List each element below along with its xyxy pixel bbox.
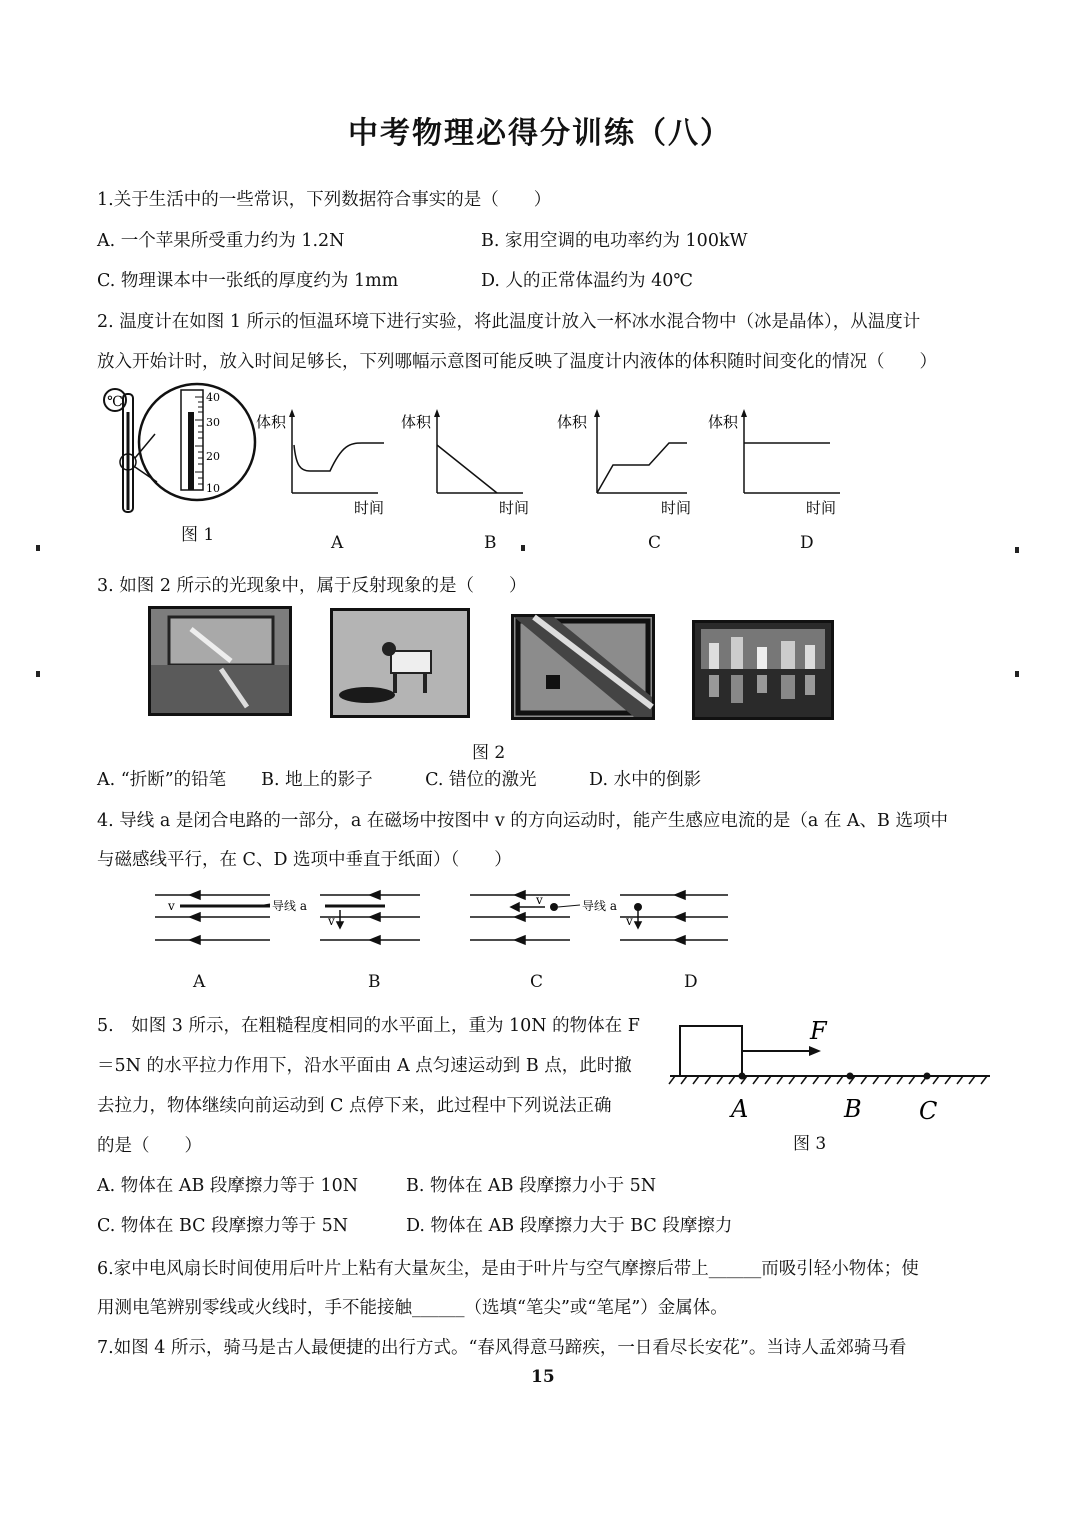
scan-dot: [1015, 671, 1019, 677]
graph-a-xlabel: 时间: [354, 499, 385, 517]
q4-stem-line1: 4. 导线 a 是闭合电路的一部分，a 在磁场中按图中 v 的方向运动时，能产生感应电流的是（a 在 A、B 选项中: [97, 811, 948, 831]
q5-stem-line3: 去拉力，物体继续向前运动到 C 点停下来，此过程中下列说法正确: [97, 1096, 612, 1116]
q3-options: A. “折断”的铅笔 B. 地上的影子 C. 错位的激光 D. 水中的倒影: [97, 770, 702, 790]
q1-option-d: D. 人的正常体温约为 40℃: [481, 271, 693, 291]
q6-line1: 6.家中电风扇长时间使用后叶片上粘有大量灰尘，是由于叶片与空气摩擦后带上______而吸引轻小物体；使: [97, 1259, 919, 1279]
q5-option-b: B. 物体在 AB 段摩擦力小于 5N: [406, 1176, 657, 1196]
point-b-label: B: [844, 1095, 862, 1123]
photo-laser: [511, 614, 655, 720]
scale-30: 30: [206, 416, 220, 429]
q5-option-a: A. 物体在 AB 段摩擦力等于 10N: [97, 1176, 359, 1196]
field-a-v: v: [168, 899, 175, 913]
photo-reflection: [692, 620, 834, 720]
scale-40: 40: [206, 391, 220, 404]
field-a-label: A: [193, 972, 206, 992]
wire-label-ab: 导线 a: [272, 899, 307, 913]
field-b-v: v: [328, 914, 335, 928]
thermometer-unit: ℃: [107, 394, 123, 410]
scale-10: 10: [206, 482, 220, 495]
field-b-label: B: [368, 972, 381, 992]
figure-3-caption: 图 3: [793, 1134, 827, 1154]
page-number: 15: [531, 1367, 555, 1387]
point-c-label: C: [919, 1097, 938, 1125]
wire-label-cd: 导线 a: [582, 899, 617, 913]
field-d-v: v: [626, 914, 633, 928]
graph-d-label: D: [800, 533, 814, 553]
scan-dot: [36, 671, 40, 677]
photo-bent-pencil: [148, 606, 292, 716]
field-d-label: D: [684, 972, 698, 992]
graph-c-ylabel: 体积: [557, 413, 588, 431]
graph-a: [250, 405, 385, 520]
q1-option-a: A. 一个苹果所受重力约为 1.2N: [97, 231, 345, 251]
q7-line1: 7.如图 4 所示，骑马是古人最便捷的出行方式。“春风得意马蹄疾，一日看尽长安花”。当诗人孟郊骑马看: [97, 1338, 907, 1358]
q5-option-c: C. 物体在 BC 段摩擦力等于 5N: [97, 1216, 349, 1236]
q5-stem-line4: 的是（ ）: [97, 1136, 202, 1156]
graph-a-ylabel: 体积: [256, 413, 287, 431]
scan-dot: [1015, 547, 1019, 553]
q3-stem: 3. 如图 2 所示的光现象中，属于反射现象的是（ ）: [97, 576, 527, 596]
graph-b-xlabel: 时间: [499, 499, 530, 517]
q2-stem-line1: 2. 温度计在如图 1 所示的恒温环境下进行实验，将此温度计放入一杯冰水混合物中（冰是晶体），从温度计: [97, 312, 921, 332]
q1-option-c: C. 物理课本中一张纸的厚度约为 1mm: [97, 271, 399, 291]
scale-20: 20: [206, 450, 220, 463]
photo-shadow-on-ground: [330, 608, 470, 718]
q4-stem-line2: 与磁感线平行，在 C、D 选项中垂直于纸面）（ ）: [97, 850, 512, 870]
graph-d-xlabel: 时间: [806, 499, 837, 517]
graph-c: [555, 405, 690, 520]
q5-option-d: D. 物体在 AB 段摩擦力大于 BC 段摩擦力: [406, 1216, 733, 1236]
figure-1-thermometer: [95, 382, 260, 522]
page-title: 中考物理必得分训练（八）: [348, 116, 732, 151]
q6-line2: 用测电笔辨别零线或火线时，手不能接触______（选填“笔尖”或“笔尾”）金属体。: [97, 1298, 728, 1318]
figure-magnetic-field: [150, 880, 750, 960]
figure-1-caption: 图 1: [181, 525, 215, 545]
graph-b-label: B: [484, 533, 497, 553]
figure-2-caption: 图 2: [472, 743, 506, 763]
q5-stem-line1: 5. 如图 3 所示，在粗糙程度相同的水平面上，重为 10N 的物体在 F: [97, 1016, 640, 1036]
q1-option-b: B. 家用空调的电功率约为 100kW: [481, 231, 748, 251]
graph-c-xlabel: 时间: [661, 499, 692, 517]
force-label: F: [810, 1017, 827, 1045]
graph-b-ylabel: 体积: [401, 413, 432, 431]
q5-stem-line2: ＝5N 的水平拉力作用下，沿水平面由 A 点匀速运动到 B 点，此时撤: [97, 1056, 632, 1076]
graph-b: [395, 405, 530, 520]
scan-dot: [521, 545, 525, 551]
graph-d-ylabel: 体积: [708, 413, 739, 431]
field-c-label: C: [530, 972, 544, 992]
graph-c-label: C: [648, 533, 662, 553]
q2-stem-line2: 放入开始计时，放入时间足够长，下列哪幅示意图可能反映了温度计内液体的体积随时间变化的情况（ ）: [97, 352, 937, 372]
graph-a-label: A: [331, 533, 344, 553]
field-c-v: v: [536, 893, 543, 907]
scan-dot: [36, 545, 40, 551]
point-a-label: A: [731, 1095, 749, 1123]
figure-3-block-on-surface: [665, 1015, 995, 1130]
q1-stem: 1.关于生活中的一些常识，下列数据符合事实的是（ ）: [97, 190, 552, 210]
graph-d: [702, 405, 842, 520]
